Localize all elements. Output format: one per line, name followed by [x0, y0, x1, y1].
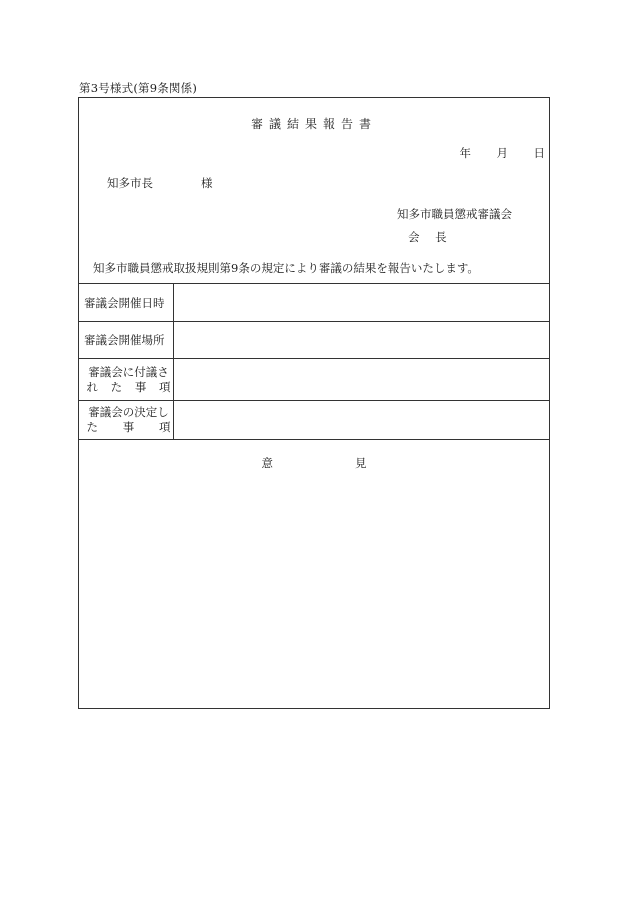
- report-statement: 知多市職員懲戒取扱規則第9条の規定により審議の結果を報告いたします。: [93, 261, 479, 275]
- date-month-label: 月: [496, 146, 508, 160]
- row-label-line2: れ た 事 項: [86, 379, 171, 394]
- form-number-label: 第3号様式(第9条関係): [79, 81, 198, 95]
- table-row: [79, 321, 549, 358]
- meeting-datetime-field[interactable]: [174, 284, 549, 321]
- row-label-line1: 審議会の決定し: [88, 405, 169, 419]
- decided-matters-field[interactable]: [174, 401, 549, 439]
- table-row: [79, 358, 549, 400]
- addressee-honorific: 様: [201, 176, 213, 190]
- table-row: [79, 400, 549, 439]
- row-label-meeting-place: 審議会開催場所: [79, 322, 174, 358]
- date-day-label: 日: [533, 146, 545, 160]
- table-row: [79, 283, 549, 321]
- date-line: [434, 145, 545, 161]
- row-label-line1: 審議会に付議さ: [88, 364, 169, 379]
- meeting-place-field[interactable]: [174, 322, 549, 358]
- row-label-line2: た 事 項: [86, 420, 171, 434]
- committee-name: 知多市職員懲戒審議会: [397, 207, 512, 221]
- date-year-label: 年: [459, 146, 471, 160]
- row-label-meeting-datetime: 審議会開催日時: [79, 284, 174, 321]
- row-label-referred-matters: [79, 359, 174, 400]
- document-title: 審議結果報告書: [250, 117, 377, 131]
- opinion-section[interactable]: [79, 439, 549, 708]
- report-form-frame: [78, 97, 550, 709]
- opinion-heading: 意 見: [261, 456, 367, 470]
- row-label-decided-matters: [79, 401, 174, 439]
- referred-matters-field[interactable]: [174, 359, 549, 400]
- chair-title: 会 長: [408, 230, 453, 244]
- addressee: 知多市長: [107, 176, 153, 190]
- details-table: [79, 283, 549, 439]
